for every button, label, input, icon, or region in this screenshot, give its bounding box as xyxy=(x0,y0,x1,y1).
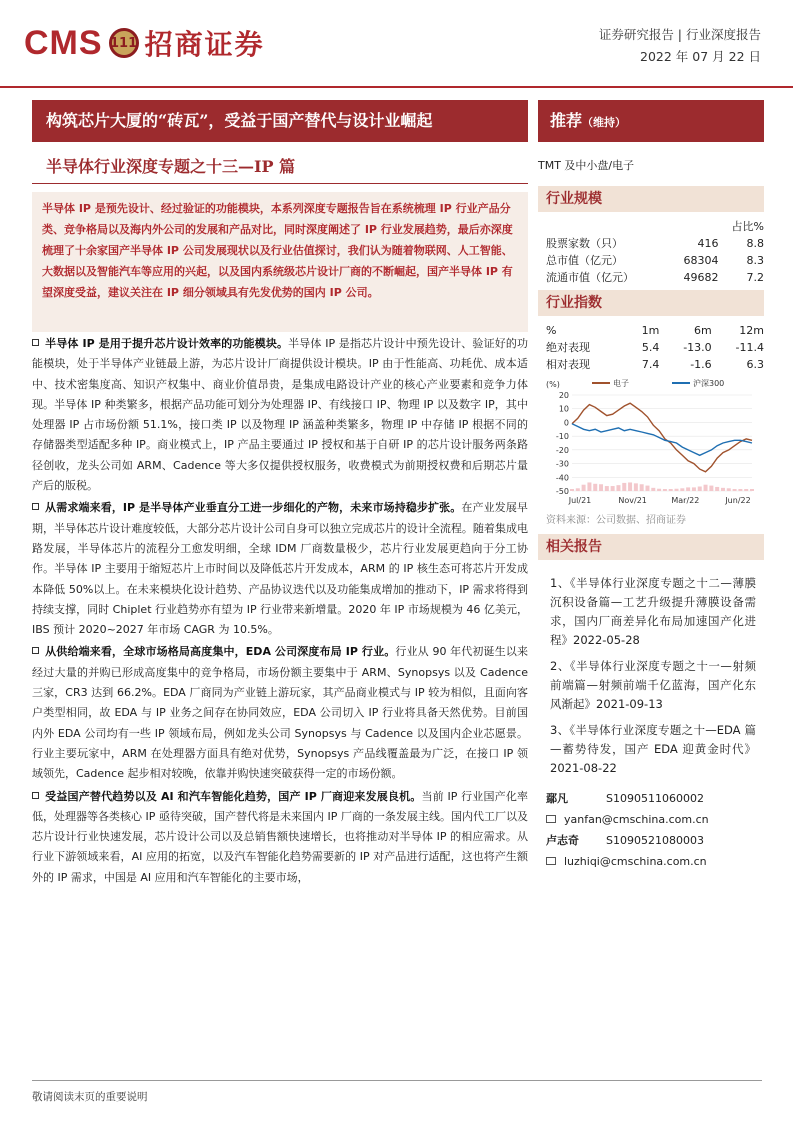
series-line-0 xyxy=(572,403,752,472)
x-tick-label: Jul/21 xyxy=(568,496,592,505)
scale-value: 49682 xyxy=(683,271,719,284)
scale-value: 416 xyxy=(697,237,719,250)
mail-icon xyxy=(546,815,556,823)
relative-bar xyxy=(669,489,673,491)
y-tick-label: -30 xyxy=(555,459,569,469)
analyst-name: 鄢凡 xyxy=(546,792,568,805)
relative-bar xyxy=(599,484,603,491)
analyst-email[interactable]: yanfan@cmschina.com.cn xyxy=(564,813,709,826)
relative-bar xyxy=(686,487,690,491)
bullet-paragraph xyxy=(32,334,528,496)
index-header: 1m xyxy=(641,324,660,337)
y-tick-label: 10 xyxy=(558,404,569,414)
series-line-1 xyxy=(572,424,752,456)
relative-bar xyxy=(640,484,644,491)
sector-tag: TMT 及中小盘/电子 xyxy=(538,159,635,172)
body-text xyxy=(32,334,528,1074)
table-row xyxy=(546,269,764,286)
bullet-square-icon xyxy=(32,503,39,510)
relative-bar xyxy=(692,487,696,491)
relative-bar xyxy=(634,483,638,491)
analyst-row xyxy=(546,788,764,809)
relative-bar xyxy=(663,489,667,491)
relative-bar xyxy=(744,489,748,491)
relative-bar xyxy=(704,485,708,491)
table-row xyxy=(546,356,764,373)
bullet-lead: 从供给端来看，全球市场格局高度集中，EDA 公司深度布局 IP 行业。 xyxy=(45,645,396,659)
cms-logo xyxy=(24,18,265,68)
index-table xyxy=(546,322,764,373)
index-chart-svg xyxy=(544,377,758,505)
table-row xyxy=(546,252,764,269)
bullet-lead: 从需求端来看，IP 是半导体产业垂直分工进一步细化的产物，未来市场持稳步扩张。 xyxy=(45,501,462,515)
relative-bar xyxy=(616,485,620,491)
x-tick-label: Mar/22 xyxy=(671,496,700,505)
relative-bar xyxy=(680,488,684,491)
x-tick-label: Jun/22 xyxy=(725,496,751,505)
page-footer xyxy=(32,1080,762,1104)
relative-bar xyxy=(738,489,742,491)
y-axis-label: (%) xyxy=(546,380,560,389)
relative-bar xyxy=(622,483,626,491)
bullet-square-icon xyxy=(32,792,39,799)
bullet-lead: 半导体 IP 是用于提升芯片设计效率的功能模块。 xyxy=(45,337,289,350)
chart-source: 资料来源：公司数据、招商证券 xyxy=(546,515,686,526)
analyst-block xyxy=(538,788,764,872)
logo-chinese: 招商证券 xyxy=(144,28,265,61)
logo-seal-icon: 111 xyxy=(109,28,139,58)
scale-share: 7.2 xyxy=(746,271,764,284)
bullet-square-icon xyxy=(32,647,39,654)
y-tick-label: -20 xyxy=(555,445,569,455)
bullet-text: 行业从 90 年代初诞生以来经过大量的并购已形成高度集中的竞争格局，市场份额主要集中于 ARM、Synopsys 以及 Cadence 三家，CR3 达到 66.2%。EDA 厂商同为产业链上游玩家，其产品商业模式与 IP 较为相似，且面向客户类型相同，故 EDA 与 IP 业务之间存在协同效应，EDA 公司切入 IP 行业将具备天然优势。目前国内外 EDA 公司均有一些 IP 领域布局，例如龙头公司 Synopsys 与 Cadence 以及国内企业芯愿景。行业主要玩家中，ARM 在处理器方面具有绝对优势，Synopsys 产品线覆盖最为广泛，在接口 IP 领域领先，Cadence 起步相对较晚，依靠并购快速突破获得一定的市场份额。 xyxy=(32,645,528,781)
bullet-paragraph xyxy=(32,498,528,640)
index-header: 6m xyxy=(693,324,712,337)
analyst-id: S1090521080003 xyxy=(606,834,704,847)
list-item: 1、《半导体行业深度专题之十二—薄膜沉积设备篇—工艺升级提升薄膜设备需求，国内厂商差异化布局加速国产化进程》2022-05-28 xyxy=(550,576,756,647)
bullet-text: 在产业发展早期，半导体芯片设计难度较低，大部分芯片设计公司自身可以独立完成芯片的设计全流程。随着集成电路发展，半导体芯片的流程分工愈发明细，全球 IDM 厂商数量极少，芯片行业发展更趋向于分工协作。半导体 IP 主要用于缩短芯片上市时间以及降低芯片开发成本，ARM 的 IP 核生态可将芯片开发成本降低 50%以上。在未来模块化设计趋势、产品协议迭代以及功能集成增加的推动下，IP 需求将得到持续支撑，同时 Chiplet 行业趋势亦有望为 IP 行业带来新增量。2020 年 IP 市场规模为 46 亿美元，IBS 预计 2020~2027 年市场 CAGR 为 10.5%。 xyxy=(32,501,529,637)
report-list xyxy=(538,574,764,778)
index-value: 7.4 xyxy=(641,358,660,371)
index-chart xyxy=(544,377,764,509)
analyst-name: 卢志奇 xyxy=(546,834,579,847)
scale-label: 流通市值（亿元） xyxy=(546,271,634,284)
index-value: 6.3 xyxy=(746,358,764,371)
relative-bar xyxy=(582,485,586,491)
relative-bar xyxy=(721,488,725,491)
sidebar xyxy=(538,150,764,872)
x-tick-label: Nov/21 xyxy=(618,496,647,505)
relative-bar xyxy=(715,487,719,491)
scale-label: 股票家数（只） xyxy=(546,237,623,250)
rating-label: 推荐 xyxy=(550,111,583,130)
analyst-email-row xyxy=(546,851,764,872)
bullet-text: 半导体 IP 是指芯片设计中预先设计、验证好的功能模块，处于半导体产业链最上游，为芯片设计厂商提供设计模块。IP 由于性能高、功耗优、成本适中、技术密集度高、知识产权集中、商业价值昂贵，是集成电路设计产业的核心产业要素和竞争力体现。半导体 IP 种类繁多，根据产品功能可划分为处理器 IP、有线接口 IP、物理 IP 以及数字 IP，其中处理器 IP 占市场份额 51.1%，接口类 IP 以及物理 IP 涵盖种类繁多，物理 IP 中存储 IP 根据不同的存储器类型适配多种 IP。商业模式上，IP 产品主要通过 IP 授权和基于自研 IP 的芯片设计服务两条路径创收，龙头公司如 ARM、Cadence 等大多仅提供授权服务，收费模式为前期授权费和后期芯片量产后的版税。 xyxy=(32,337,529,493)
bullet-paragraph xyxy=(32,642,528,784)
rating-note: （维持） xyxy=(582,116,627,129)
index-value: -1.6 xyxy=(690,358,712,371)
relative-bar xyxy=(605,486,609,491)
scale-label: 总市值（亿元） xyxy=(546,254,623,267)
analyst-email-row xyxy=(546,809,764,830)
relative-bar xyxy=(593,484,597,491)
legend-label: 沪深300 xyxy=(693,379,725,388)
summary-box xyxy=(32,192,528,332)
y-tick-label: 20 xyxy=(558,391,569,400)
relative-bar xyxy=(675,489,679,491)
relative-bar xyxy=(587,482,591,491)
report-subtitle: 半导体行业深度专题之十三—IP 篇 xyxy=(32,150,528,184)
y-tick-label: 0 xyxy=(563,418,569,428)
index-header: 12m xyxy=(739,324,764,337)
relative-bar xyxy=(750,489,754,491)
legend-label: 电子 xyxy=(613,379,629,388)
scale-share: 8.3 xyxy=(746,254,764,267)
analyst-row xyxy=(546,830,764,851)
index-label: 相对表现 xyxy=(546,358,590,371)
y-tick-label: -50 xyxy=(555,487,569,496)
page-header xyxy=(0,0,793,92)
scale-share: 8.8 xyxy=(746,237,764,250)
header-divider xyxy=(0,86,793,88)
rating-box xyxy=(538,100,764,142)
relative-bar xyxy=(645,486,649,491)
header-meta xyxy=(599,24,761,68)
y-tick-label: -40 xyxy=(555,473,569,483)
summary-text: 半导体 IP 是预先设计、经过验证的功能模块，本系列深度专题报告旨在系统梳理 IP 行业产品分类、竞争格局以及海内外公司的发展和产品对比，同时深度阐述了 IP 行业发展趋势，最后亦深度梳理了十余家国产半导体 IP 公司发展现状以及行业估值探讨，我们认为随着物联网、人工智能、大数据以及智能汽车等应用的兴起，以及国内系统级芯片设计厂商的不断崛起，国产半导体 IP 有望深度受益，建议关注在 IP 细分领域具有先发优势的国内 IP 公司。 xyxy=(42,202,513,299)
logo-latin: CMS xyxy=(24,23,103,62)
share-header: 占比% xyxy=(731,220,764,233)
bullet-paragraph xyxy=(32,787,528,888)
list-item: 3、《半导体行业深度专题之十—EDA 篇—蓄势待发，国产 EDA 迎黄金时代》2021-08-22 xyxy=(550,723,756,775)
analyst-email[interactable]: luzhiqi@cmschina.com.cn xyxy=(564,855,707,868)
index-value: 5.4 xyxy=(641,341,660,354)
analyst-id: S1090511060002 xyxy=(606,792,704,805)
relative-bar xyxy=(733,489,737,491)
bullet-lead: 受益国产替代趋势以及 AI 和汽车智能化趋势，国产 IP 厂商迎来发展良机。 xyxy=(45,789,422,803)
relative-bar xyxy=(727,488,731,491)
index-header: % xyxy=(546,324,557,337)
report-title: 构筑芯片大厦的“砖瓦”，受益于国产替代与设计业崛起 xyxy=(32,100,528,142)
relative-bar xyxy=(698,487,702,492)
scale-heading: 行业规模 xyxy=(538,186,764,212)
footer-note: 敬请阅读末页的重要说明 xyxy=(32,1091,148,1103)
scale-value: 68304 xyxy=(683,254,719,267)
index-label: 绝对表现 xyxy=(546,341,590,354)
bullet-square-icon xyxy=(32,339,39,346)
y-tick-label: -10 xyxy=(555,432,569,442)
table-row xyxy=(546,339,764,356)
relative-bar xyxy=(628,482,632,491)
relative-bar xyxy=(570,489,574,491)
index-value: -11.4 xyxy=(735,341,764,354)
index-value: -13.0 xyxy=(683,341,712,354)
relative-bar xyxy=(576,488,580,491)
table-row xyxy=(546,235,764,252)
index-heading: 行业指数 xyxy=(538,290,764,316)
relative-bar xyxy=(709,486,713,491)
bullet-text: 当前 IP 行业国产化率低，处理器等各类核心 IP 亟待突破，国产替代将是未来国内 IP 厂商的一条发展主线。国内代工厂以及芯片设计行业快速发展，芯片设计公司以及总销售额快速增长，也将推动对半导体 IP 的相应需求。从行业下游领域来看，AI 应用的拓宽，以及汽车智能化趋势需要新的 IP 对产品进行适配，这也将产生额外的 IP 需求，中国是 AI 应用和汽车智能化的主要市场， xyxy=(32,789,529,884)
reports-heading: 相关报告 xyxy=(538,534,764,560)
scale-table xyxy=(546,218,764,286)
relative-bar xyxy=(611,486,615,491)
report-date: 2022 年 07 月 22 日 xyxy=(640,49,761,64)
mail-icon xyxy=(546,857,556,865)
relative-bar xyxy=(651,488,655,491)
relative-bar xyxy=(657,489,661,491)
list-item: 2、《半导体行业深度专题之十一—射频前端篇—射频前端千亿蓝海，国产化东风渐起》2021-09-13 xyxy=(550,659,756,711)
report-type: 证券研究报告 | 行业深度报告 xyxy=(598,27,761,42)
